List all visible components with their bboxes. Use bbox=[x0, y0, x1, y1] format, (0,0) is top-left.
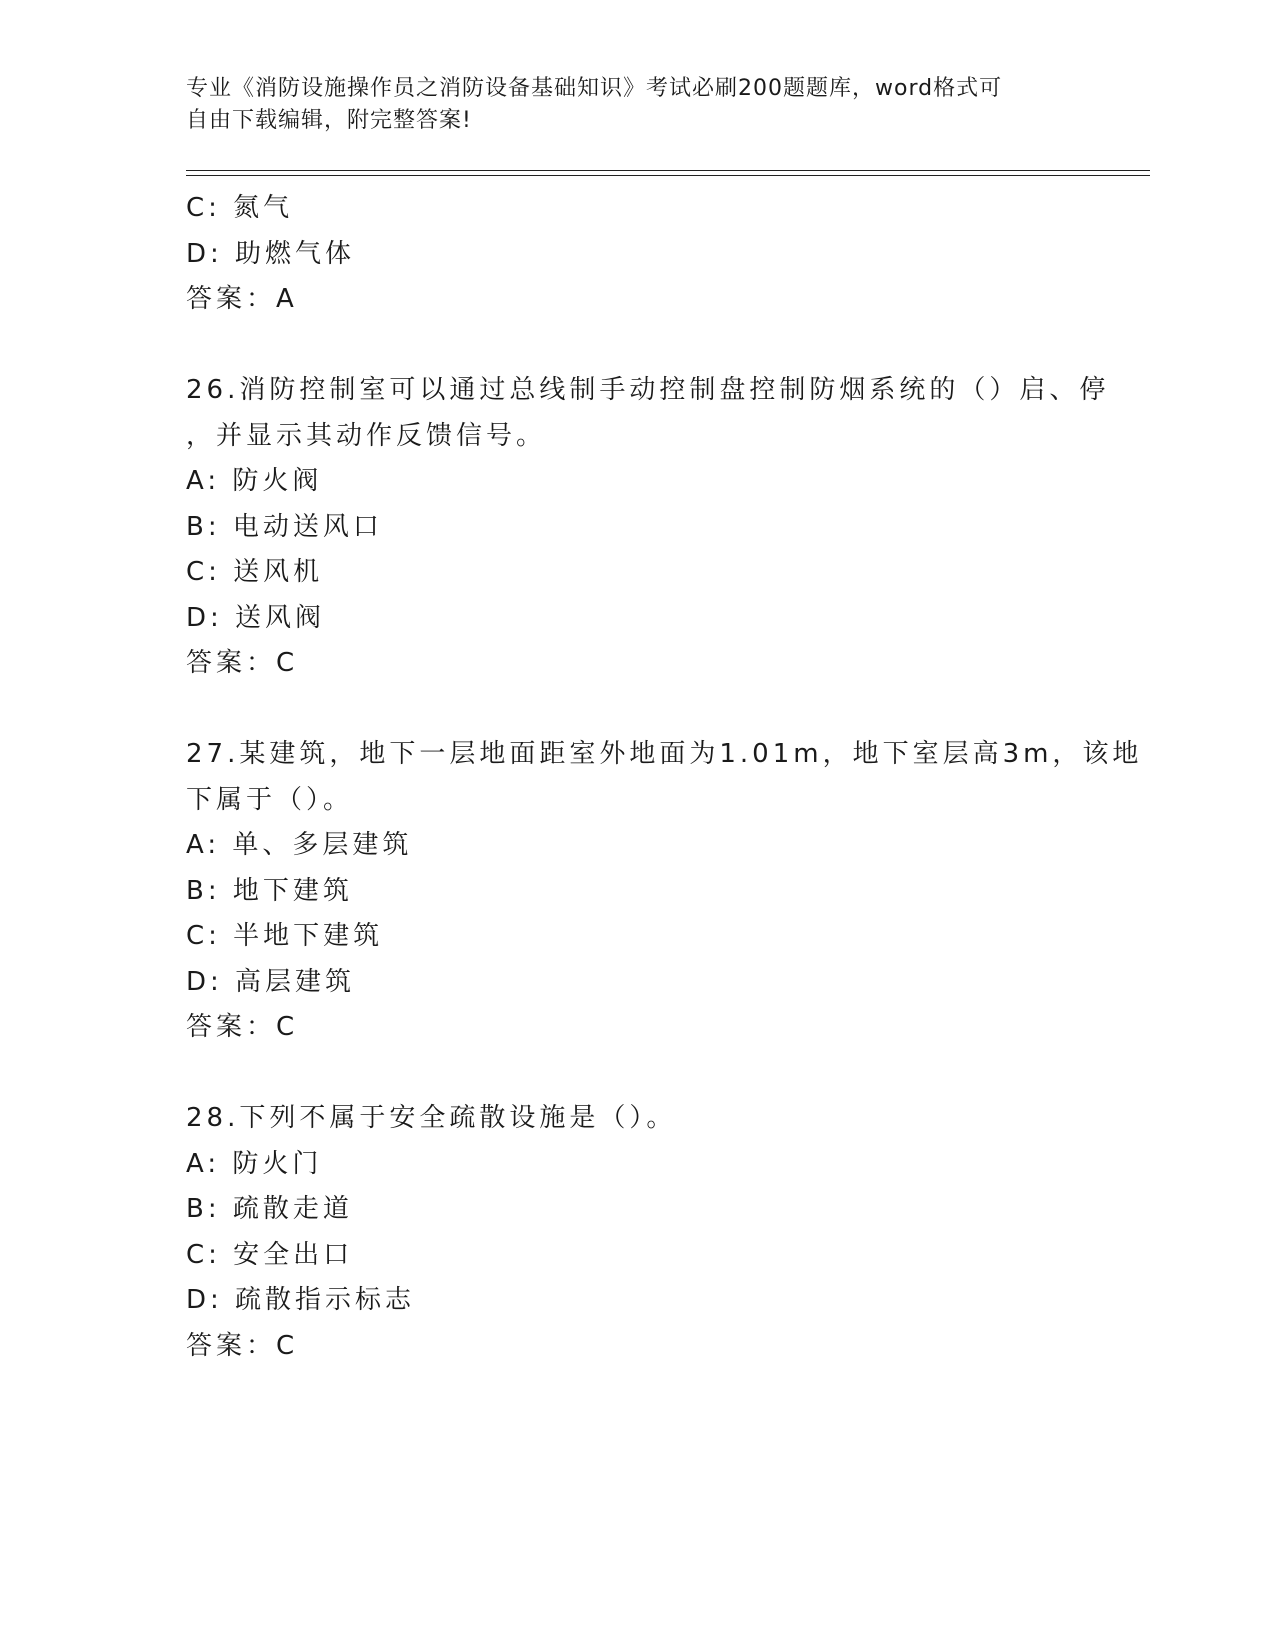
answer: 答案：C bbox=[186, 648, 299, 678]
question-28 bbox=[186, 1096, 1076, 1369]
answer: 答案：C bbox=[186, 1330, 299, 1361]
question-27 bbox=[186, 732, 1143, 1051]
document-header bbox=[186, 73, 1066, 137]
header-line-2: 自由下载编辑，附完整答案! bbox=[186, 108, 472, 133]
header-divider-bottom bbox=[186, 175, 1150, 176]
question-text: 下属于（）。 bbox=[186, 784, 354, 815]
option-d: D: 送风阀 bbox=[186, 602, 326, 633]
answer: 答案：A bbox=[186, 284, 298, 314]
question-text: 28.下列不属于安全疏散设施是（）。 bbox=[186, 1103, 677, 1133]
option-a: A: 防火门 bbox=[186, 1148, 323, 1179]
question-26 bbox=[186, 368, 1110, 687]
header-line-1: 专业《消防设施操作员之消防设备基础知识》考试必刷200题题库，word格式可 bbox=[186, 76, 1003, 101]
header-divider-top bbox=[186, 170, 1150, 171]
question-list bbox=[186, 186, 1143, 1369]
question-fragment bbox=[186, 186, 1076, 323]
option-b: B: 疏散走道 bbox=[186, 1194, 353, 1224]
option-c: C: 氮气 bbox=[186, 193, 294, 223]
question-text: 27.某建筑，地下一层地面距室外地面为1.01m，地下室层高3m，该地 bbox=[186, 739, 1143, 769]
option-d: D: 疏散指示标志 bbox=[186, 1285, 416, 1315]
option-d: D: 助燃气体 bbox=[186, 238, 356, 269]
option-a: A: 防火阀 bbox=[186, 466, 323, 496]
option-d: D: 高层建筑 bbox=[186, 966, 356, 997]
option-b: B: 地下建筑 bbox=[186, 875, 353, 906]
option-b: B: 电动送风口 bbox=[186, 511, 383, 542]
option-c: C: 半地下建筑 bbox=[186, 921, 384, 951]
option-c: C: 送风机 bbox=[186, 557, 324, 587]
question-text: ，并显示其动作反馈信号。 bbox=[186, 420, 547, 451]
option-a: A: 单、多层建筑 bbox=[186, 830, 413, 860]
question-text: 26.消防控制室可以通过总线制手动控制盘控制防烟系统的（）启、停 bbox=[186, 375, 1110, 405]
answer: 答案：C bbox=[186, 1012, 299, 1042]
option-c: C: 安全出口 bbox=[186, 1239, 354, 1270]
